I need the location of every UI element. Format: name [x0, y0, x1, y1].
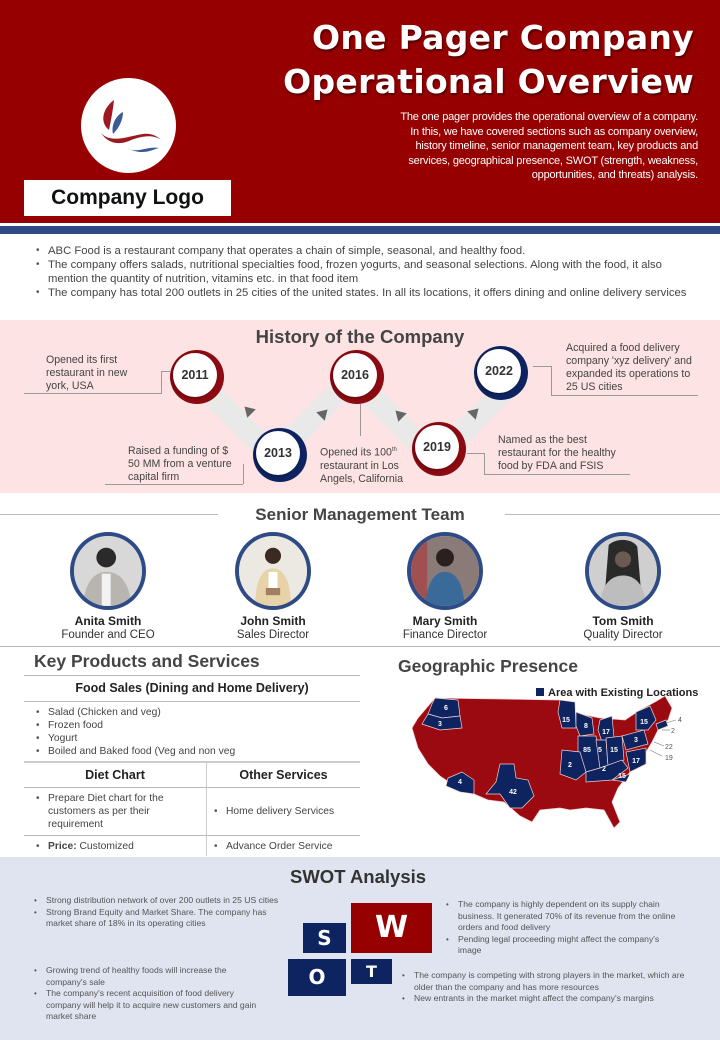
- map-label-wi: 8: [584, 723, 588, 730]
- swot-t-tile: T: [351, 959, 392, 984]
- divider: [24, 787, 360, 788]
- other-service-item: • Advance Order Service: [212, 840, 357, 853]
- diet-chart-item: • Prepare Diet chart for the customers as per their requirement: [34, 792, 199, 831]
- avatar: [407, 532, 483, 610]
- timeline-leader-line: [243, 464, 244, 484]
- swot-title: SWOT Analysis: [290, 866, 427, 887]
- company-overview: [34, 244, 694, 300]
- us-map: [400, 690, 690, 855]
- timeline-leader-line: [484, 474, 630, 475]
- product-item: • Boiled and Baked food (Veg and non veg: [34, 745, 354, 758]
- timeline-year-2011: 2011: [170, 350, 224, 404]
- overview-bullet: • The company has total 200 outlets in 25 cities of the united states. In all its locations, it offers dining and online delivery services: [34, 286, 694, 300]
- products-title: Key Products and Services: [34, 651, 260, 671]
- map-label-in: 5: [598, 747, 602, 754]
- title-line-2: Operational Overview: [283, 62, 694, 101]
- team-member: Anita Smith Founder and CEO: [38, 532, 178, 642]
- timeline-event-2016: Opened its 100th restaurant in Los Angels, California: [320, 446, 404, 485]
- title-line-1: One Pager Company: [311, 18, 694, 57]
- timeline-event-2013: Raised a funding of $ 50 MM from a venture capital firm: [128, 445, 232, 483]
- page-title: [214, 16, 694, 104]
- timeline-leader-line: [360, 404, 361, 436]
- history-section: [0, 320, 720, 493]
- map-legend: Area with Existing Locations: [536, 687, 698, 699]
- swot-threats: • The company is competing with strong players in the market, which are older than the company and has more resources • New entrants in the market might affect the company's margins: [400, 970, 700, 1005]
- overview-bullet: • ABC Food is a restaurant company that operates a chain of simple, seasonal, and healthy food.: [34, 244, 694, 258]
- timeline-event-2022: Acquired a food delivery company 'xyz delivery' and expanded its operations to 25 US cities: [566, 342, 692, 393]
- map-label-mn: 15: [562, 717, 570, 724]
- company-logo-icon: [81, 78, 176, 173]
- map-label-oh: 15: [610, 747, 618, 754]
- swot-opportunities: • Growing trend of healthy foods will increase the company's sale • The company's recent acquisition of food delivery company will help it to acquire new customers and gain market share: [32, 965, 262, 1023]
- map-label-wa: 6: [444, 705, 448, 712]
- map-label-mi: 17: [602, 729, 610, 736]
- timeline-event-2019: Named as the best restaurant for the healthy food by FDA and FSIS: [498, 434, 616, 472]
- swot-weaknesses: • The company is highly dependent on its supply chain business. It generated 70% of its revenue from the online orders and food delivery • Pending legal proceeding might affect the company's image: [444, 899, 684, 957]
- timeline-year-2016: 2016: [330, 350, 384, 404]
- timeline-leader-line: [551, 395, 698, 396]
- food-sales-heading: Food Sales (Dining and Home Delivery): [75, 681, 309, 695]
- map-label-ky: 2: [602, 766, 606, 773]
- header-banner: [0, 0, 720, 223]
- header-divider: [0, 226, 720, 234]
- history-title: History of the Company: [255, 326, 465, 347]
- timeline-year-2013: 2013: [253, 428, 307, 482]
- timeline-leader-line: [24, 393, 162, 394]
- other-service-item: • Home delivery Services: [212, 805, 357, 818]
- timeline-year-2019: 2019: [412, 422, 466, 476]
- product-item: • Frozen food: [34, 719, 354, 732]
- geo-title: Geographic Presence: [398, 656, 578, 676]
- company-logo-label: Company Logo: [24, 180, 231, 216]
- map-label-md: 19: [665, 755, 673, 762]
- swot-o-tile: O: [288, 959, 346, 996]
- team-member: Tom Smith Quality Director: [553, 532, 693, 642]
- timeline-leader-line: [484, 453, 485, 474]
- divider: [0, 646, 720, 647]
- avatar: [235, 532, 311, 610]
- timeline-leader-line: [105, 484, 243, 485]
- team-member: John Smith Sales Director: [203, 532, 343, 642]
- product-item: • Salad (Chicken and veg): [34, 706, 354, 719]
- map-label-or: 3: [438, 721, 442, 728]
- avatar: [585, 532, 661, 610]
- map-label-mo: 2: [568, 762, 572, 769]
- map-label-tn: 15: [618, 773, 626, 780]
- timeline-year-2022: 2022: [474, 346, 528, 400]
- team-member: Mary Smith Finance Director: [375, 532, 515, 642]
- swot-w-tile: W: [351, 903, 432, 953]
- divider: [24, 835, 360, 836]
- overview-bullet: • The company offers salads, nutritional specialties food, frozen yogurts, and seasonal selections. Along with the food, it also mention the quantity of nutrition, vitamins etc. in that food item: [34, 258, 694, 286]
- map-label-va: 17: [632, 758, 640, 765]
- diet-chart-heading: Diet Chart: [85, 768, 145, 782]
- map-label-pa: 3: [634, 737, 638, 744]
- header-description: The one pager provides the operational overview of a company. In this, we have covered sections such as company overview, history timeline, senior management team, key products and services, geographical presence, SWOT (strength, weakness, opportunities, and threats) analysis.: [400, 111, 698, 181]
- timeline-leader-line: [467, 453, 484, 454]
- avatar: [70, 532, 146, 610]
- swot-strengths: • Strong distribution network of over 200 outlets in 25 US cities • Strong Brand Equity and Market Share. The company has market share of 18% in its operating cities: [32, 895, 282, 930]
- map-label-ct: 2: [671, 728, 675, 735]
- other-services-heading: Other Services: [239, 768, 328, 782]
- map-label-tx: 42: [509, 789, 517, 796]
- divider: [24, 761, 360, 763]
- map-label-il: 85: [583, 747, 591, 754]
- team-title: Senior Management Team: [255, 505, 465, 524]
- map-label-ny: 15: [640, 719, 648, 726]
- timeline-event-2011: Opened its first restaurant in new york, USA: [46, 354, 128, 392]
- map-label-az: 4: [458, 779, 462, 786]
- divider: [24, 675, 360, 676]
- price-item: • Price: Customized: [34, 840, 199, 853]
- food-sales-list: [34, 706, 354, 758]
- timeline-leader-line: [161, 371, 171, 372]
- timeline-leader-line: [161, 371, 162, 393]
- timeline-leader-line: [533, 366, 551, 367]
- map-label-nj: 22: [665, 744, 673, 751]
- product-item: • Yogurt: [34, 732, 354, 745]
- swot-s-tile: S: [303, 923, 346, 953]
- divider: [24, 701, 360, 702]
- swot-section: [0, 857, 720, 1040]
- map-label-ma: 4: [678, 717, 682, 724]
- timeline-leader-line: [551, 366, 552, 395]
